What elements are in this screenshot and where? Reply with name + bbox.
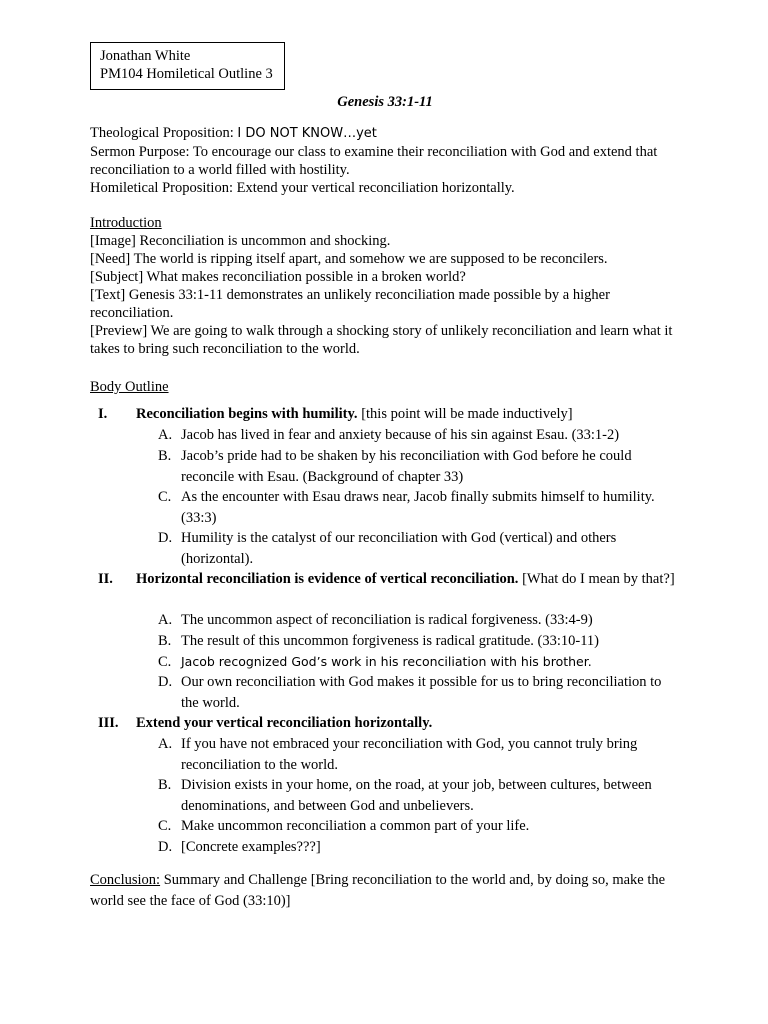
sub-text: Division exists in your home, on the road, at your job, between cultures, between denominations, and between God and unbelievers. (181, 777, 652, 814)
sub-text: Humility is the catalyst of our reconciliation with God (vertical) and others (horizontal). (181, 530, 617, 567)
introduction-section (90, 214, 680, 358)
sub-text: As the encounter with Esau draws near, Jacob finally submits himself to humility. (33:3) (181, 489, 655, 526)
intro-text-line: [Text] Genesis 33:1-11 demonstrates an unlikely reconciliation made possible by a higher reconciliation. (90, 287, 610, 321)
document-title (90, 93, 680, 111)
theological-label: Theological Proposition: (90, 125, 238, 141)
conclusion (90, 870, 680, 912)
point-heading: Reconciliation begins with humility. (136, 406, 358, 422)
point-text (136, 569, 680, 590)
sub-text: Jacob recognized God’s work in his reconciliation with his brother. (181, 654, 592, 669)
point-heading: Horizontal reconciliation is evidence of vertical reconciliation. (136, 571, 519, 587)
conclusion-label: Conclusion: (90, 872, 161, 888)
intro-image-line: [Image] Reconciliation is uncommon and shocking. (90, 233, 391, 249)
sub-letter: A. (158, 612, 173, 628)
sub-letter: A. (158, 736, 173, 752)
sub-text: Make uncommon reconciliation a common part of your life. (181, 818, 530, 834)
sub-text: [Concrete examples???] (181, 839, 321, 855)
point-heading: Extend your vertical reconciliation horizontally. (136, 715, 433, 731)
outline-point-1 (90, 404, 680, 425)
sub-letter: B. (158, 633, 172, 649)
sermon-purpose: Sermon Purpose: To encourage our class to examine their reconciliation with God and extend that reconciliation to a world filled with hostility. (90, 144, 658, 178)
point-numeral: II. (98, 571, 113, 587)
introduction-heading: Introduction (90, 215, 162, 231)
sub-letter: D. (158, 530, 173, 546)
sub-letter: C. (158, 818, 172, 834)
sub-text: If you have not embraced your reconciliation with God, you cannot truly bring reconciliation to the world. (181, 736, 638, 773)
outline-point-2 (90, 569, 680, 590)
sub-letter: A. (158, 427, 173, 443)
sub-letter: C. (158, 654, 172, 670)
sub-text: Our own reconciliation with God makes it possible for us to bring reconciliation to the world. (181, 674, 662, 711)
sub-letter: D. (158, 674, 173, 690)
point-numeral: I. (98, 406, 108, 422)
point-note: [What do I mean by that?] (518, 571, 675, 587)
sub-text: Jacob has lived in fear and anxiety because of his sin against Esau. (33:1-2) (181, 427, 620, 443)
point-text (136, 404, 680, 425)
scripture-reference: Genesis 33:1-11 (337, 94, 433, 110)
intro-subject-line: [Subject] What makes reconciliation possible in a broken world? (90, 269, 466, 285)
course-title: PM104 Homiletical Outline 3 (100, 66, 273, 82)
propositions (90, 124, 680, 197)
intro-need-line: [Need] The world is ripping itself apart, and somehow we are supposed to be reconcilers. (90, 251, 608, 267)
homiletical-proposition: Homiletical Proposition: Extend your vertical reconciliation horizontally. (90, 180, 515, 196)
author-name: Jonathan White (100, 48, 191, 64)
sub-text: Jacob’s pride had to be shaken by his reconciliation with God before he could reconcile with Esau. (Background of chapter 33) (181, 448, 632, 485)
theological-value: I DO NOT KNOW…yet (237, 126, 377, 141)
sub-text: The result of this uncommon forgiveness is radical gratitude. (33:10-11) (181, 633, 599, 649)
intro-preview-line: [Preview] We are going to walk through a shocking story of unlikely reconciliation and learn what it takes to bring such reconciliation to the world. (90, 323, 673, 357)
conclusion-text: Summary and Challenge [Bring reconciliation to the world and, by doing so, make the world see the face of God (33:10)] (90, 872, 666, 909)
sub-letter: B. (158, 777, 172, 793)
sub-letter: D. (158, 839, 173, 855)
point-numeral: III. (98, 715, 119, 731)
theological-proposition (90, 124, 680, 143)
body-outline-heading: Body Outline (90, 379, 169, 395)
sub-text: The uncommon aspect of reconciliation is radical forgiveness. (33:4-9) (181, 612, 593, 628)
point-note: [this point will be made inductively] (357, 406, 573, 422)
point-text (136, 713, 680, 734)
outline-point-3 (90, 713, 680, 734)
sub-letter: C. (158, 489, 172, 505)
header-box (90, 42, 285, 90)
sub-letter: B. (158, 448, 172, 464)
